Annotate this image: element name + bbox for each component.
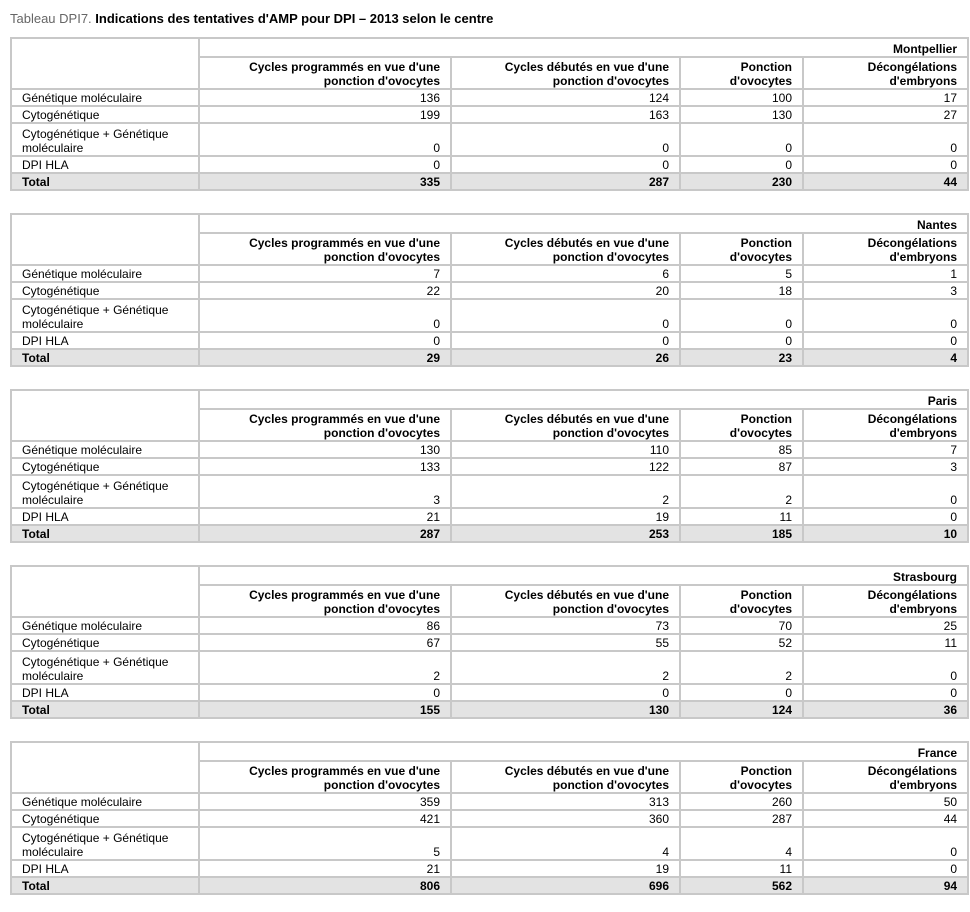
column-header: Cycles programmés en vue d'une ponction d'ovocytes: [199, 585, 451, 617]
total-row: [11, 701, 968, 718]
value-cell: 421: [199, 810, 451, 827]
row-label: DPI HLA: [11, 156, 199, 173]
table-caption: Indications des tentatives d'AMP pour DPI – 2013 selon le centre: [95, 11, 494, 26]
value-cell: 36: [803, 701, 968, 718]
table-row: [11, 332, 968, 349]
row-label: Total: [11, 525, 199, 542]
row-label: Génétique moléculaire: [11, 793, 199, 810]
center-table-block: [10, 389, 967, 543]
column-header: Cycles programmés en vue d'une ponction d'ovocytes: [199, 761, 451, 793]
value-cell: 11: [803, 634, 968, 651]
value-cell: 70: [680, 617, 803, 634]
value-cell: 155: [199, 701, 451, 718]
value-cell: 110: [451, 441, 680, 458]
row-label: DPI HLA: [11, 860, 199, 877]
value-cell: 2: [199, 651, 451, 684]
column-header: Décongélations d'embryons: [803, 761, 968, 793]
table-number: Tableau DPI7.: [10, 11, 92, 26]
value-cell: 26: [451, 349, 680, 366]
column-header: Décongélations d'embryons: [803, 585, 968, 617]
value-cell: 2: [451, 651, 680, 684]
value-cell: 260: [680, 793, 803, 810]
value-cell: 0: [199, 156, 451, 173]
table-row: [11, 299, 968, 332]
table-row: [11, 156, 968, 173]
value-cell: 335: [199, 173, 451, 190]
table-row: [11, 123, 968, 156]
value-cell: 360: [451, 810, 680, 827]
value-cell: 185: [680, 525, 803, 542]
value-cell: 22: [199, 282, 451, 299]
row-label: Cytogénétique: [11, 458, 199, 475]
table-row: [11, 265, 968, 282]
center-table: [10, 37, 969, 191]
center-table: [10, 389, 969, 543]
corner-cell: [11, 214, 199, 265]
column-header: Cycles débutés en vue d'une ponction d'ovocytes: [451, 761, 680, 793]
column-header: Ponction d'ovocytes: [680, 585, 803, 617]
row-label: Cytogénétique + Génétique moléculaire: [11, 651, 199, 684]
table-row: [11, 441, 968, 458]
column-header: Décongélations d'embryons: [803, 233, 968, 265]
row-label: Cytogénétique: [11, 282, 199, 299]
value-cell: 0: [199, 684, 451, 701]
center-table-block: [10, 741, 967, 895]
row-label: Cytogénétique + Génétique moléculaire: [11, 123, 199, 156]
value-cell: 0: [803, 156, 968, 173]
total-row: [11, 877, 968, 894]
value-cell: 19: [451, 508, 680, 525]
table-row: [11, 827, 968, 860]
row-label: Cytogénétique: [11, 634, 199, 651]
column-header: Cycles programmés en vue d'une ponction d'ovocytes: [199, 409, 451, 441]
value-cell: 11: [680, 860, 803, 877]
value-cell: 0: [680, 156, 803, 173]
column-header: Cycles débutés en vue d'une ponction d'ovocytes: [451, 233, 680, 265]
corner-cell: [11, 742, 199, 793]
value-cell: 0: [803, 827, 968, 860]
value-cell: 3: [803, 458, 968, 475]
center-name: Nantes: [199, 214, 968, 233]
column-header: Décongélations d'embryons: [803, 57, 968, 89]
row-label: Génétique moléculaire: [11, 441, 199, 458]
total-row: [11, 525, 968, 542]
value-cell: 5: [680, 265, 803, 282]
value-cell: 230: [680, 173, 803, 190]
column-header: Cycles programmés en vue d'une ponction d'ovocytes: [199, 233, 451, 265]
value-cell: 10: [803, 525, 968, 542]
center-table-block: [10, 37, 967, 191]
column-header: Décongélations d'embryons: [803, 409, 968, 441]
table-row: [11, 684, 968, 701]
table-row: [11, 860, 968, 877]
value-cell: 86: [199, 617, 451, 634]
center-table: [10, 741, 969, 895]
document-title: [10, 11, 493, 26]
table-row: [11, 810, 968, 827]
table-row: [11, 634, 968, 651]
table-row: [11, 475, 968, 508]
value-cell: 100: [680, 89, 803, 106]
value-cell: 313: [451, 793, 680, 810]
value-cell: 44: [803, 173, 968, 190]
value-cell: 52: [680, 634, 803, 651]
corner-cell: [11, 390, 199, 441]
total-row: [11, 349, 968, 366]
center-table: [10, 565, 969, 719]
center-name: Montpellier: [199, 38, 968, 57]
value-cell: 20: [451, 282, 680, 299]
value-cell: 18: [680, 282, 803, 299]
value-cell: 0: [803, 299, 968, 332]
total-row: [11, 173, 968, 190]
table-row: [11, 617, 968, 634]
value-cell: 0: [803, 332, 968, 349]
value-cell: 55: [451, 634, 680, 651]
row-label: DPI HLA: [11, 684, 199, 701]
row-label: Total: [11, 701, 199, 718]
value-cell: 11: [680, 508, 803, 525]
value-cell: 0: [803, 860, 968, 877]
row-label: Génétique moléculaire: [11, 89, 199, 106]
value-cell: 87: [680, 458, 803, 475]
center-table-block: [10, 565, 967, 719]
value-cell: 133: [199, 458, 451, 475]
value-cell: 1: [803, 265, 968, 282]
value-cell: 3: [803, 282, 968, 299]
row-label: Cytogénétique: [11, 106, 199, 123]
row-label: DPI HLA: [11, 332, 199, 349]
value-cell: 0: [199, 332, 451, 349]
value-cell: 27: [803, 106, 968, 123]
value-cell: 0: [199, 299, 451, 332]
value-cell: 0: [680, 123, 803, 156]
table-row: [11, 106, 968, 123]
value-cell: 163: [451, 106, 680, 123]
center-table: [10, 213, 969, 367]
center-name: Paris: [199, 390, 968, 409]
value-cell: 7: [199, 265, 451, 282]
value-cell: 85: [680, 441, 803, 458]
value-cell: 94: [803, 877, 968, 894]
value-cell: 130: [199, 441, 451, 458]
value-cell: 136: [199, 89, 451, 106]
value-cell: 6: [451, 265, 680, 282]
value-cell: 806: [199, 877, 451, 894]
table-row: [11, 651, 968, 684]
table-row: [11, 508, 968, 525]
value-cell: 0: [803, 651, 968, 684]
value-cell: 253: [451, 525, 680, 542]
value-cell: 0: [451, 299, 680, 332]
value-cell: 124: [680, 701, 803, 718]
value-cell: 130: [680, 106, 803, 123]
value-cell: 0: [803, 508, 968, 525]
value-cell: 5: [199, 827, 451, 860]
value-cell: 7: [803, 441, 968, 458]
center-name: France: [199, 742, 968, 761]
value-cell: 287: [451, 173, 680, 190]
value-cell: 0: [199, 123, 451, 156]
row-label: Total: [11, 349, 199, 366]
value-cell: 0: [451, 332, 680, 349]
value-cell: 0: [451, 123, 680, 156]
value-cell: 50: [803, 793, 968, 810]
center-name: Strasbourg: [199, 566, 968, 585]
value-cell: 696: [451, 877, 680, 894]
value-cell: 29: [199, 349, 451, 366]
column-header: Ponction d'ovocytes: [680, 761, 803, 793]
row-label: Génétique moléculaire: [11, 617, 199, 634]
value-cell: 0: [451, 156, 680, 173]
row-label: Cytogénétique: [11, 810, 199, 827]
column-header: Ponction d'ovocytes: [680, 409, 803, 441]
value-cell: 21: [199, 860, 451, 877]
value-cell: 25: [803, 617, 968, 634]
column-header: Cycles débutés en vue d'une ponction d'ovocytes: [451, 409, 680, 441]
value-cell: 3: [199, 475, 451, 508]
column-header: Cycles débutés en vue d'une ponction d'ovocytes: [451, 57, 680, 89]
value-cell: 73: [451, 617, 680, 634]
value-cell: 0: [680, 299, 803, 332]
value-cell: 0: [680, 332, 803, 349]
row-label: Total: [11, 173, 199, 190]
value-cell: 4: [803, 349, 968, 366]
column-header: Ponction d'ovocytes: [680, 233, 803, 265]
column-header: Ponction d'ovocytes: [680, 57, 803, 89]
value-cell: 4: [680, 827, 803, 860]
value-cell: 21: [199, 508, 451, 525]
row-label: Cytogénétique + Génétique moléculaire: [11, 475, 199, 508]
value-cell: 2: [451, 475, 680, 508]
value-cell: 23: [680, 349, 803, 366]
row-label: DPI HLA: [11, 508, 199, 525]
table-row: [11, 793, 968, 810]
value-cell: 4: [451, 827, 680, 860]
corner-cell: [11, 38, 199, 89]
value-cell: 2: [680, 475, 803, 508]
value-cell: 0: [803, 123, 968, 156]
center-table-block: [10, 213, 967, 367]
value-cell: 287: [199, 525, 451, 542]
value-cell: 0: [803, 684, 968, 701]
value-cell: 562: [680, 877, 803, 894]
corner-cell: [11, 566, 199, 617]
column-header: Cycles débutés en vue d'une ponction d'ovocytes: [451, 585, 680, 617]
value-cell: 44: [803, 810, 968, 827]
table-row: [11, 282, 968, 299]
row-label: Total: [11, 877, 199, 894]
value-cell: 0: [680, 684, 803, 701]
table-row: [11, 89, 968, 106]
value-cell: 130: [451, 701, 680, 718]
value-cell: 17: [803, 89, 968, 106]
table-row: [11, 458, 968, 475]
value-cell: 67: [199, 634, 451, 651]
value-cell: 0: [451, 684, 680, 701]
row-label: Cytogénétique + Génétique moléculaire: [11, 827, 199, 860]
value-cell: 0: [803, 475, 968, 508]
value-cell: 359: [199, 793, 451, 810]
value-cell: 19: [451, 860, 680, 877]
value-cell: 122: [451, 458, 680, 475]
column-header: Cycles programmés en vue d'une ponction d'ovocytes: [199, 57, 451, 89]
value-cell: 2: [680, 651, 803, 684]
value-cell: 124: [451, 89, 680, 106]
value-cell: 199: [199, 106, 451, 123]
row-label: Génétique moléculaire: [11, 265, 199, 282]
value-cell: 287: [680, 810, 803, 827]
row-label: Cytogénétique + Génétique moléculaire: [11, 299, 199, 332]
